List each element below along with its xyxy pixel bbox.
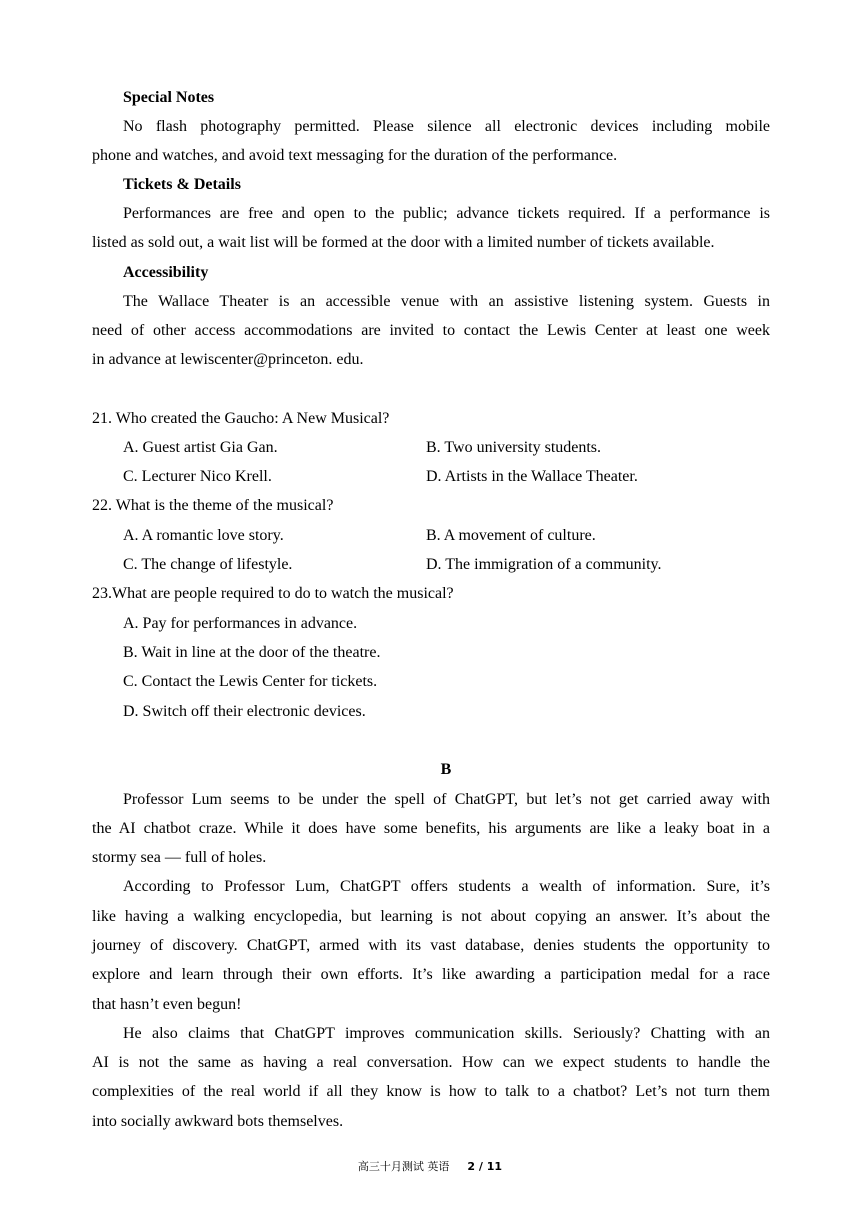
section-b-p3-line-1: He also claims that ChatGPT improves communication skills. Seriously? Chatting with an	[123, 1025, 770, 1042]
q23-option-d: D. Switch off their electronic devices.	[123, 703, 366, 720]
q23-option-b: B. Wait in line at the door of the theatre.	[123, 644, 381, 661]
accessibility-line-1: The Wallace Theater is an accessible venue with an assistive listening system. Guests in	[123, 293, 770, 310]
special-notes-heading: Special Notes	[123, 89, 215, 106]
section-b-p1-line-2: the AI chatbot craze. While it does have some benefits, his arguments are like a leaky boat in a	[92, 820, 770, 837]
q22-option-c: C. The change of lifestyle.	[123, 556, 293, 573]
q23-option-a: A. Pay for performances in advance.	[123, 615, 358, 632]
q21-option-a: A. Guest artist Gia Gan.	[123, 439, 278, 456]
footer-label: 高三十月测试 英语	[357, 1160, 450, 1173]
accessibility-heading: Accessibility	[123, 264, 209, 281]
question-23: 23.What are people required to do to watch the musical?	[92, 585, 454, 602]
section-b-p2-line-5: that hasn’t even begun!	[92, 996, 242, 1013]
q22-option-a: A. A romantic love story.	[123, 527, 284, 544]
accessibility-line-3: in advance at lewiscenter@princeton. edu.	[92, 351, 364, 368]
page-footer	[0, 1160, 860, 1174]
tickets-heading: Tickets & Details	[123, 176, 241, 193]
question-21: 21. Who created the Gaucho: A New Musical?	[92, 410, 390, 427]
special-notes-line-2: phone and watches, and avoid text messaging for the duration of the performance.	[92, 147, 618, 164]
section-b-p1-line-1: Professor Lum seems to be under the spell of ChatGPT, but let’s not get carried away with	[123, 791, 770, 808]
section-b-p3-line-2: AI is not the same as having a real conversation. How can we expect students to handle the	[92, 1054, 770, 1071]
q21-option-d: D. Artists in the Wallace Theater.	[426, 468, 638, 485]
section-b-p3-line-4: into socially awkward bots themselves.	[92, 1113, 344, 1130]
q22-option-d: D. The immigration of a community.	[426, 556, 662, 573]
section-b-p1-line-3: stormy sea — full of holes.	[92, 849, 267, 866]
tickets-line-2: listed as sold out, a wait list will be formed at the door with a limited number of tickets available.	[92, 234, 715, 251]
special-notes-line-1: No flash photography permitted. Please silence all electronic devices including mobile	[123, 118, 770, 135]
q23-option-c: C. Contact the Lewis Center for tickets.	[123, 673, 378, 690]
q21-option-b: B. Two university students.	[426, 439, 602, 456]
section-b-p2-line-1: According to Professor Lum, ChatGPT offers students a wealth of information. Sure, it’s	[123, 878, 770, 895]
question-22: 22. What is the theme of the musical?	[92, 497, 334, 514]
section-b-p2-line-4: explore and learn through their own efforts. It’s like awarding a participation medal for a race	[92, 966, 770, 983]
section-b-p3-line-3: complexities of the real world if all they know is how to talk to a chatbot? Let’s not turn them	[92, 1083, 770, 1100]
q22-option-b: B. A movement of culture.	[426, 527, 596, 544]
section-b-p2-line-3: journey of discovery. ChatGPT, armed with its vast database, denies students the opportunity to	[92, 937, 770, 954]
page-number: 2 / 11	[467, 1160, 503, 1173]
section-b-heading: B	[440, 761, 452, 778]
tickets-line-1: Performances are free and open to the public; advance tickets required. If a performance is	[123, 205, 770, 222]
q21-option-c: C. Lecturer Nico Krell.	[123, 468, 272, 485]
section-b-p2-line-2: like having a walking encyclopedia, but learning is not about copying an answer. It’s about the	[92, 908, 770, 925]
accessibility-line-2: need of other access accommodations are invited to contact the Lewis Center at least one week	[92, 322, 770, 339]
